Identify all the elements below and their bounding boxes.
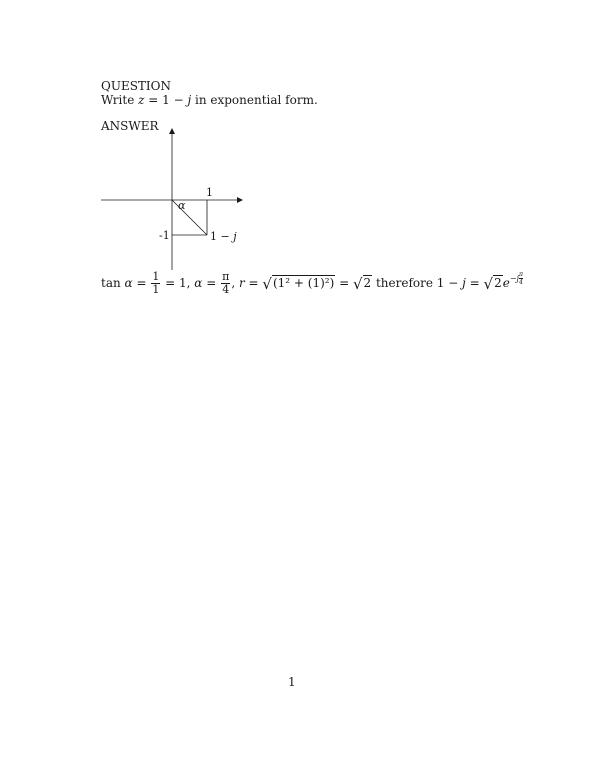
- sol-fraction-1: [151, 271, 160, 296]
- sol-frac1-den: 1: [152, 283, 160, 296]
- argand-diagram: [0, 0, 600, 300]
- sol-eq-3: =: [244, 276, 263, 290]
- sol-radicand: (1² + (1)²): [272, 276, 335, 290]
- solution-line: [101, 271, 523, 296]
- question-var-j: j: [187, 93, 192, 107]
- sol-exp-prefix: −j: [509, 274, 520, 283]
- sol-eq-1: =: [132, 276, 151, 290]
- label-point-num: 1 −: [210, 230, 234, 243]
- sol-eq-4: =: [335, 276, 353, 290]
- page-number: 1: [288, 675, 296, 689]
- label-point-j: j: [233, 230, 237, 243]
- label-alpha: α: [178, 199, 186, 212]
- label-y-minus-one: -1: [159, 229, 170, 242]
- answer-heading: ANSWER: [101, 119, 159, 133]
- label-x-one: 1: [206, 186, 213, 199]
- label-point: [210, 230, 237, 243]
- question-eq: = 1 −: [144, 93, 188, 107]
- sol-exp-fraction: [519, 271, 523, 286]
- sol-e: e: [502, 276, 510, 290]
- question-heading: QUESTION: [101, 79, 172, 93]
- sol-alpha-1: α: [124, 276, 133, 290]
- sol-sqrt-two-a: [353, 276, 372, 291]
- question-var-z: z: [138, 93, 145, 107]
- sol-eq-1b: = 1,: [161, 276, 195, 290]
- sol-r: r: [238, 276, 245, 290]
- sol-alpha-2: α: [194, 276, 203, 290]
- sol-frac2-den: 4: [222, 283, 230, 296]
- sol-sqrt2-b: 2: [494, 276, 502, 290]
- sol-sqrt2-a: 2: [363, 276, 372, 290]
- question-rest: in exponential form.: [191, 93, 318, 107]
- sol-comma-2: ,: [231, 276, 239, 290]
- sol-j-1: j: [462, 276, 466, 290]
- sol-sqrt-radicand: [262, 276, 335, 291]
- sol-frac2-num: π: [222, 270, 230, 283]
- sol-eq-5: =: [465, 276, 484, 290]
- sol-eq-2: =: [202, 276, 221, 290]
- sol-exp-den: 4: [519, 279, 523, 286]
- sol-frac1-num: 1: [152, 270, 160, 283]
- question-intro: Write: [101, 93, 139, 107]
- sol-exp-num: π: [519, 271, 523, 278]
- sol-exponent: [509, 271, 523, 286]
- sol-therefore: therefore 1 −: [372, 276, 463, 290]
- sqrt-symbol-icon: √: [262, 275, 272, 293]
- sqrt-symbol-icon: √: [352, 275, 363, 293]
- sqrt-symbol-icon: √: [483, 275, 494, 293]
- sol-fraction-2: [221, 271, 230, 296]
- sol-sqrt-two-b: [484, 276, 503, 291]
- sol-tan: tan: [101, 276, 125, 290]
